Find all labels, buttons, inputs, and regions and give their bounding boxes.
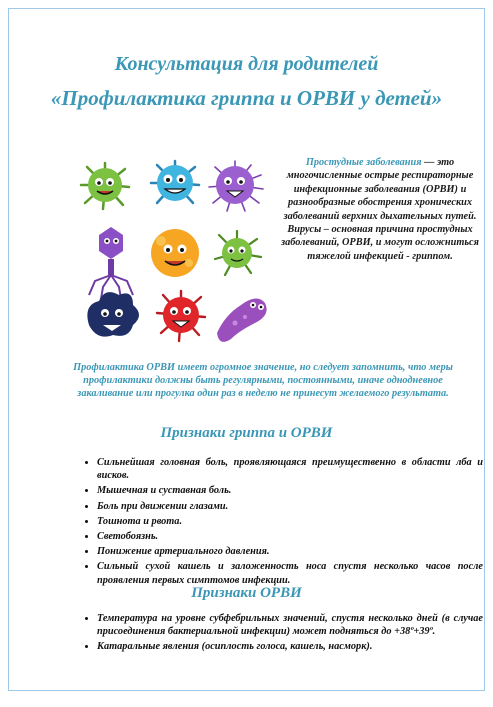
red-germ-icon	[157, 291, 205, 341]
flu-symptoms-list	[83, 456, 483, 589]
section-heading-flu: Признаки гриппа и ОРВИ	[160, 425, 333, 441]
orvi-symptoms-list	[83, 612, 483, 656]
intro-text	[281, 156, 479, 263]
blue-germ-icon	[151, 161, 199, 203]
intro-highlight: Простудные заболевания	[305, 157, 422, 168]
list-item: • Температура на уровне субфебрильных значений, спустя несколько дней (в случае присоединения бактериальной инфекции) может подняться до +38º+39º.	[97, 612, 483, 638]
section-heading-orvi: Признаки ОРВИ	[191, 585, 302, 601]
prevention-paragraph: Профилактика ОРВИ имеет огромное значение, но следует запомнить, что меры профилактики должны быть регулярными, постоянными, иначе однодневное закаливание или прогулка один раз в неделю не принесут желаемого результата.	[73, 362, 453, 400]
list-item: • Боль при движении глазами.	[97, 500, 483, 513]
list-item: • Тошнота и рвота.	[97, 515, 483, 528]
list-item: • Сильный сухой кашель и заложенность носа спустя несколько часов после проявления первых симптомов инфекции.	[97, 560, 483, 586]
page-title: Консультация для родителей	[114, 53, 379, 75]
list-item: • Мышечная и суставная боль.	[97, 484, 483, 497]
violet-worm-germ-icon	[217, 298, 267, 341]
document-page	[8, 8, 485, 691]
orange-germ-icon	[151, 229, 199, 277]
list-item: • Светобоязнь.	[97, 530, 483, 543]
page-subtitle: «Профилактика гриппа и ОРВИ у детей»	[50, 86, 443, 110]
phage-germ-icon	[89, 227, 133, 299]
cartoon-germs-icon	[75, 155, 271, 345]
list-item: • Сильнейшая головная боль, проявляющаяся преимущественно в области лба и висков.	[97, 456, 483, 482]
green-spiky-germ-icon	[215, 231, 261, 275]
navy-germ-icon	[87, 292, 139, 337]
list-item: • Катаральные явления (осиплость голоса, кашель, насморк).	[97, 640, 483, 653]
list-item: • Понижение артериального давления.	[97, 545, 483, 558]
green-germ-icon	[81, 163, 129, 209]
intro-body: — это многочисленные острые респираторные инфекционные заболевания (ОРВИ) и разнообразные обострения хронических заболеваний верхних дыхательных путей. Вирусы – основная причина простудных заболеваний, ОРВИ, и могут осложниться тяжелой инфекцией - гриппом.	[281, 157, 479, 262]
purple-germ-icon	[209, 161, 263, 211]
